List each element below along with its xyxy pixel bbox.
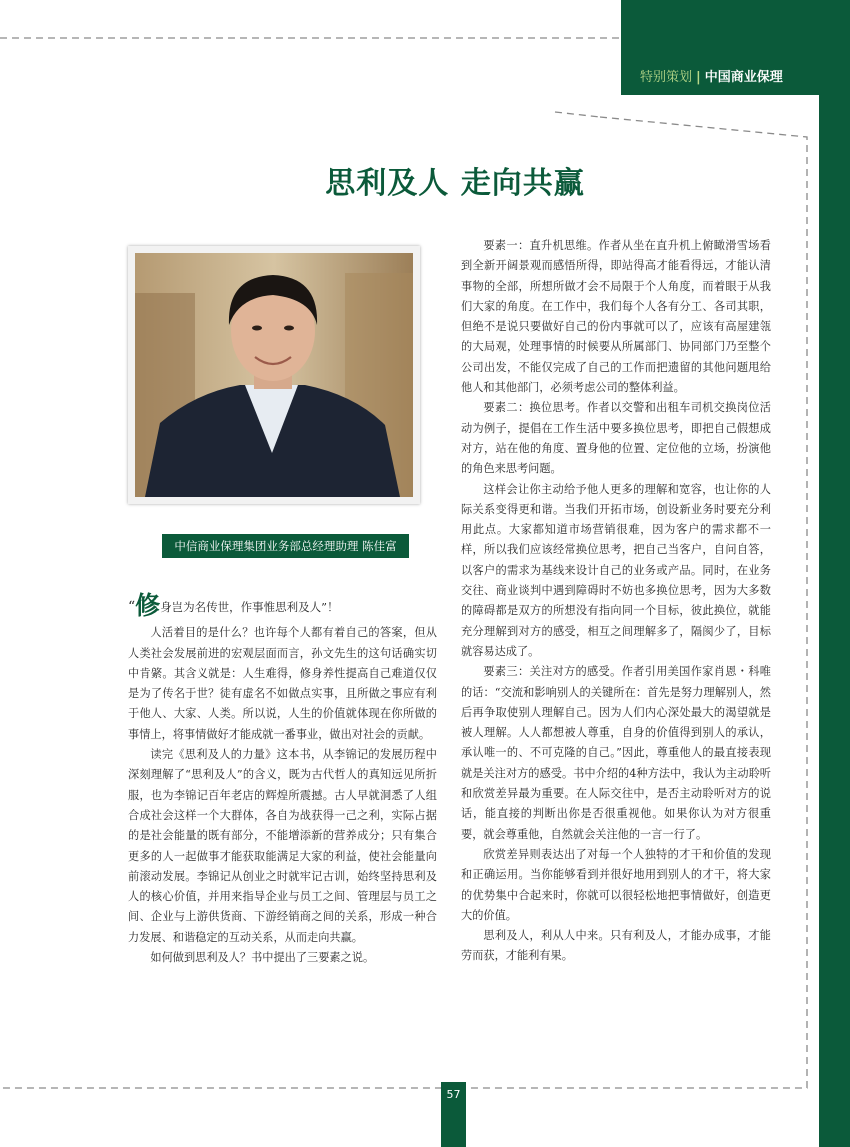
left-column [128, 591, 437, 968]
photo-caption: 中信商业保理集团业务部总经理助理 陈佳富 [162, 534, 409, 558]
body-paragraph: 人活着目的是什么？也许每个人都有着自己的答案，但从人类社会发展前进的宏观层面而言，孙文先生的这句话确实切中肯綮。其含义就是：人生难得，修身养性提高自己难道仅仅是为了传名于世？徒有虚名不如做点实事，且所做之事应有利于他人、大家、人类。所以说，人生的价值就体现在你所做的事情上，将事情做好才能成就一番事业，做出对社会的贡献。 [128, 626, 437, 741]
body-paragraph: 要素二：换位思考。作者以交警和出租车司机交换岗位活动为例子，提倡在工作生活中要多换位思考，即把自己假想成对方，站在他的角度、置身他的位置、定位他的立场，扮演他的角色来思考问题。 [461, 401, 771, 476]
body-paragraph: 如何做到思利及人？书中提出了三要素之说。 [150, 951, 375, 965]
body-paragraph: 读完《思利及人的力量》这本书，从李锦记的发展历程中深刻理解了“思利及人”的含义，既为古代哲人的真知远见所折服，也为李锦记百年老店的辉煌所震撼。古人早就洞悉了人组合成社会这样一个大群体，各自为战获得一己之利，实际占据的是社会能量的既有部分，不能增添新的营养成分；只有集合更多的人一起做事才能获取能满足大家的利益，使社会能量向前滚动发展。李锦记从创业之时就牢记古训，始终坚持思利及人的核心价值，并用来指导企业与员工之间、管理层与员工之间、企业与上游供货商、下游经销商之间的关系，形成一种合力发展、和谐稳定的互动关系，从而走向共赢。 [128, 748, 437, 944]
lead-quote-text: 身岂为名传世，作事惟思利及人”！ [160, 600, 339, 614]
series-label: 中国商业保理 [704, 70, 783, 85]
body-paragraph: 欣赏差异则表达出了对每一个人独特的才干和价值的发现和正确运用。当你能够看到并很好地用到别人的才干，将大家的优势集中合起来时，你就可以很轻松地把事情做好，创造更大的价值。 [461, 847, 771, 922]
drop-cap: 修 [135, 591, 161, 620]
body-paragraph: 要素三：关注对方的感受。作者引用美国作家肖恩・科唯的话：“交流和影响别人的关键所在：首先是努力理解别人，然后再争取使别人理解自己。因为人们内心深处最大的渴望就是被人理解。人人都想被人尊重，自身的价值得到别人的承认，承认唯一的、不可克隆的自己。”因此，尊重他人的最直接表现就是关注对方的感受。书中介绍的4种方法中，我认为主动聆听和欣赏差异最为重要。在人际交往中，是否主动聆听对方的说话，能直接的判断出你是否很重视他。如果你认为对方很重要，就会尊重他，自然就会关注他的一言一行了。 [461, 665, 771, 841]
section-label: 特别策划 [640, 70, 693, 85]
open-quote: “ [128, 599, 136, 615]
right-column [461, 236, 771, 967]
portrait-photo [128, 246, 420, 504]
body-paragraph: 要素一：直升机思维。作者从坐在直升机上俯瞰滑雪场看到全新开阔景观而感悟所得，即站得高才能看得远，才能认清事物的全部，所想所做才会不局限于个人角度，而着眼于从我们大家的角度。在工作中，我们每个人各有分工、各司其职，但绝不是说只要做好自己的份内事就可以了，应该有高屋建瓴的大局观，处理事情的时候要从所属部门、协同部门乃至整个公司出发，不能仅完成了自己的工作而把遗留的其他问题甩给他人和其他部门，必须考虑公司的整体利益。 [461, 239, 771, 395]
article-title: 思利及人 走向共赢 [325, 166, 585, 201]
body-paragraph: 这样会让你主动给予他人更多的理解和宽容，也让你的人际关系变得更和谐。当我们开拓市场，创设新业务时要充分利用此点。大家都知道市场营销很难，因为客户的需求都不一样，所以我们应该经常换位思考，把自己当客户，自问自答，以客户的需求为基线来设计自己的业务或产品。同时，在业务交往、商业谈判中遇到障碍时不妨也多换位思考，因为大多数的障碍都是双方的所想没有指向同一个目标，彼此换位，就能充分理解到对方的感受，相互之间理解多了，隔阂少了，目标就容易达成了。 [461, 482, 771, 658]
page-number: 57 [441, 1082, 466, 1147]
header-divider: | [696, 70, 701, 85]
body-paragraph: 思利及人，利从人中来。只有利及人，才能办成事，才能劳而获，才能利有果。 [461, 929, 771, 963]
lead-quote [128, 591, 437, 620]
